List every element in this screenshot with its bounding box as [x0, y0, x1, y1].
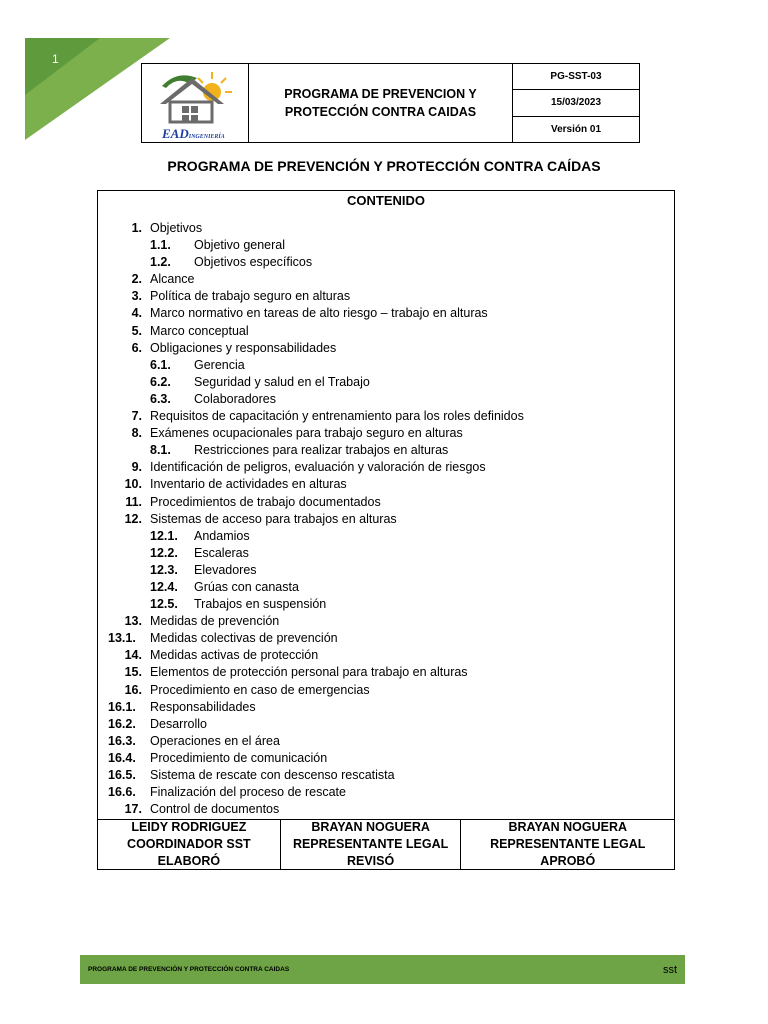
signature-action: REVISÓ [346, 854, 395, 868]
toc-item-number: 6.2. [150, 374, 171, 389]
toc-item-text: Política de trabajo seguro en alturas [150, 289, 351, 304]
toc-item-text: Elementos de protección personal para trabajo en alturas [150, 665, 468, 680]
toc-item-text: Obligaciones y responsabilidades [150, 340, 337, 355]
toc-item-text: Operaciones en el área [150, 733, 280, 748]
toc-item-number: 2. [131, 272, 142, 287]
toc-item [98, 305, 674, 322]
toc-list [98, 220, 674, 818]
toc-item-text: Requisitos de capacitación y entrenamiento para los roles definidos [150, 409, 524, 424]
signature-role: REPRESENTANTE LEGAL [292, 837, 449, 851]
toc-item-text: Medidas activas de protección [150, 648, 319, 663]
toc-item [98, 647, 674, 664]
toc-item-number: 16.6. [108, 785, 136, 800]
toc-item [98, 494, 674, 511]
toc-item [98, 545, 674, 562]
toc-item [98, 801, 674, 818]
toc-item [98, 511, 674, 528]
document-header [141, 63, 640, 143]
toc-item-text: Sistemas de acceso para trabajos en alturas [150, 511, 397, 526]
toc-item [98, 767, 674, 784]
toc-item [98, 374, 674, 391]
page-footer [80, 955, 685, 984]
toc-item-number: 3. [131, 289, 142, 304]
toc-item-number: 17. [124, 802, 142, 817]
signature-name: BRAYAN NOGUERA [311, 820, 430, 834]
toc-item-number: 10. [124, 477, 142, 492]
toc-item-text: Objetivo general [194, 238, 286, 253]
toc-item [98, 357, 674, 374]
toc-item [98, 476, 674, 493]
page-number: 1 [52, 52, 59, 66]
toc-item-text: Gerencia [194, 357, 245, 372]
toc-item-number: 12.5. [150, 597, 178, 612]
toc-item-number: 8.1. [150, 443, 171, 458]
toc-item [98, 664, 674, 681]
toc-item-number: 16.3. [108, 733, 136, 748]
toc-item [98, 288, 674, 305]
toc-item-number: 16.4. [108, 750, 136, 765]
toc-item-text: Responsabilidades [150, 699, 256, 714]
toc-item-text: Desarrollo [150, 716, 207, 731]
toc-item-text: Identificación de peligros, evaluación y valoración de riesgos [150, 460, 486, 475]
toc-item-text: Restricciones para realizar trabajos en alturas [194, 443, 449, 458]
toc-item-number: 1.1. [150, 238, 171, 253]
toc-item [98, 220, 674, 237]
signature-role: COORDINADOR SST [127, 837, 251, 851]
signature-name: BRAYAN NOGUERA [508, 820, 628, 834]
toc-item [98, 596, 674, 613]
toc-item-number: 6.3. [150, 391, 171, 406]
toc-item-number: 11. [125, 494, 142, 509]
signature-action: ELABORÓ [157, 854, 221, 868]
signature-name: LEIDY RODRIGUEZ [131, 820, 247, 834]
toc-item-text: Alcance [150, 272, 195, 287]
toc-item [98, 340, 674, 357]
toc-item-number: 1.2. [150, 255, 171, 270]
toc-item [98, 442, 674, 459]
toc-item [98, 733, 674, 750]
toc-item-text: Medidas colectivas de prevención [150, 631, 338, 646]
toc-item-text: Grúas con canasta [194, 579, 299, 594]
toc-item-number: 4. [131, 306, 142, 321]
toc-item-number: 5. [131, 323, 142, 338]
toc-item-number: 13.1. [108, 631, 136, 646]
toc-item-number: 15. [124, 665, 142, 680]
document-version: Versión 01 [513, 116, 639, 142]
toc-item-number: 16.1. [108, 699, 136, 714]
toc-item-number: 13. [124, 614, 142, 629]
toc-item-number: 8. [131, 426, 142, 441]
toc-item [98, 699, 674, 716]
toc-item [98, 716, 674, 733]
toc-item [98, 562, 674, 579]
toc-item-number: 12.2. [150, 545, 178, 560]
toc-item-number: 12. [124, 511, 142, 526]
toc-item [98, 323, 674, 340]
toc-item-text: Inventario de actividades en alturas [150, 477, 347, 492]
signature-table [97, 819, 675, 870]
table-of-contents [97, 190, 675, 820]
toc-item-text: Objetivos [150, 221, 203, 235]
toc-item-number: 7. [131, 409, 142, 424]
toc-item [98, 254, 674, 271]
toc-item-number: 16. [124, 682, 142, 697]
toc-item-text: Escaleras [194, 545, 249, 560]
toc-item [98, 613, 674, 630]
toc-item [98, 750, 674, 767]
toc-item [98, 237, 674, 254]
toc-item-text: Elevadores [194, 562, 257, 577]
toc-item-text: Procedimiento de comunicación [150, 750, 328, 765]
footer-title: PROGRAMA DE PREVENCIÓN Y PROTECCIÓN CONTRA CAIDAS [88, 966, 290, 973]
signature-action: APROBÓ [540, 854, 596, 868]
toc-item [98, 579, 674, 596]
toc-item-text: Colaboradores [194, 391, 276, 406]
toc-item-number: 16.5. [108, 768, 136, 782]
signature-cell [98, 820, 280, 869]
signature-cell [280, 820, 461, 869]
toc-item [98, 528, 674, 545]
company-logo: EADINGENIERÍA [142, 64, 249, 142]
toc-item-text: Sistema de rescate con descenso rescatista [150, 768, 395, 782]
toc-item-number: 16.2. [108, 716, 136, 731]
toc-item-text: Seguridad y salud en el Trabajo [194, 374, 370, 389]
toc-item-number: 6. [131, 340, 142, 355]
signature-cell [460, 820, 674, 869]
toc-item-text: Procedimiento en caso de emergencias [150, 682, 370, 697]
toc-item-number: 14. [124, 648, 142, 663]
toc-item [98, 630, 674, 647]
toc-item-text: Andamios [194, 528, 250, 543]
toc-item-number: 9. [131, 460, 142, 475]
toc-item-text: Procedimientos de trabajo documentados [150, 494, 381, 509]
toc-item-text: Medidas de prevención [150, 614, 280, 629]
toc-item-text: Marco normativo en tareas de alto riesgo – trabajo en alturas [150, 306, 488, 321]
toc-item-number: 12.4. [150, 579, 178, 594]
toc-item-number: 12.1. [150, 528, 178, 543]
toc-item-number: 12.3. [150, 562, 178, 577]
toc-item [98, 682, 674, 699]
toc-item-text: Exámenes ocupacionales para trabajo seguro en alturas [150, 426, 463, 441]
toc-item [98, 459, 674, 476]
toc-item [98, 425, 674, 442]
toc-item-text: Objetivos específicos [194, 255, 313, 270]
toc-item-text: Control de documentos [150, 802, 280, 817]
toc-item [98, 271, 674, 288]
toc-item-text: Finalización del proceso de rescate [150, 785, 346, 800]
toc-item [98, 408, 674, 425]
toc-item-text: Marco conceptual [150, 323, 249, 338]
document-code: PG-SST-03 [550, 71, 602, 83]
document-title: PROGRAMA DE PREVENCIÓN Y PROTECCIÓN CONTRA CAÍDAS [167, 158, 601, 174]
toc-item-text: Trabajos en suspensión [194, 597, 327, 612]
footer-label: sst [662, 963, 677, 976]
house-sun-icon [142, 64, 248, 124]
header-title: PROGRAMA DE PREVENCION Y PROTECCIÓN CONTRA CAIDAS [249, 64, 513, 142]
toc-item [98, 391, 674, 408]
contents-heading: CONTENIDO [347, 193, 425, 208]
signature-role: REPRESENTANTE LEGAL [490, 837, 646, 851]
toc-item [98, 784, 674, 801]
document-date: 15/03/2023 [513, 89, 639, 115]
toc-item-number: 1. [131, 221, 142, 235]
toc-item-number: 6.1. [150, 357, 171, 372]
